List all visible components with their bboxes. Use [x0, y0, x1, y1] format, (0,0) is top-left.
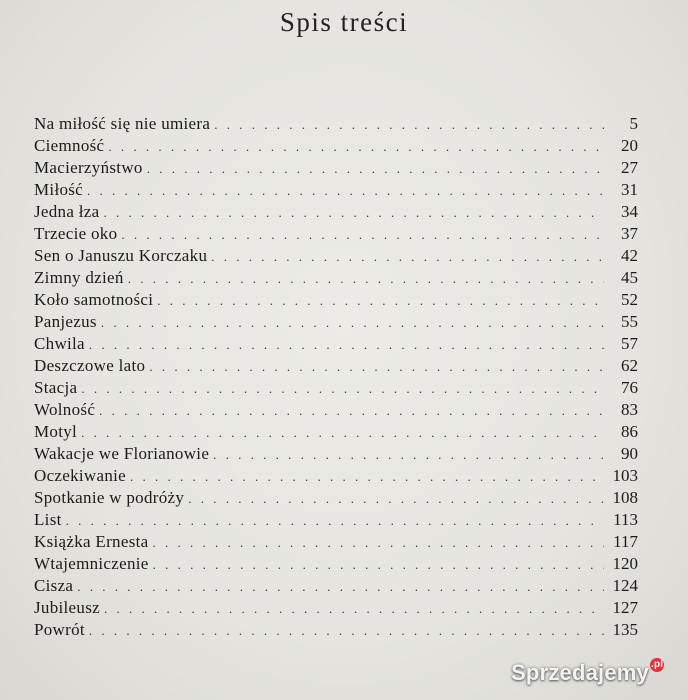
toc-dot-leader: [152, 532, 604, 554]
toc-entry-title: Koło samotności: [34, 290, 154, 309]
toc-entry-page: 90: [621, 444, 638, 463]
toc-entry-title: Jedna łza: [34, 202, 100, 221]
watermark-name: Sprzedajemy: [511, 660, 649, 685]
toc-entry: [34, 531, 638, 553]
toc-entry: [34, 201, 638, 223]
toc-dot-leader: [188, 488, 604, 510]
toc-entry-title: Cisza: [34, 576, 74, 595]
toc-dot-leader: [130, 466, 604, 488]
toc-dot-leader: [214, 114, 604, 136]
toc-entry-title: Stacja: [34, 378, 78, 397]
toc-entry: [34, 267, 638, 289]
toc-entry: [34, 399, 638, 421]
page-title: Spis treści: [279, 7, 409, 37]
toc-entry: [34, 619, 638, 641]
toc-entry-page: 83: [621, 400, 638, 419]
toc-entry-page: 27: [621, 158, 638, 177]
toc-entry-page: 135: [612, 620, 638, 639]
toc-entry: [34, 575, 638, 597]
toc-dot-leader: [87, 180, 604, 202]
toc-entry-title: Jubileusz: [34, 598, 100, 617]
toc-entry: [34, 113, 638, 135]
toc-entry: [34, 597, 638, 619]
toc-entry-title: Spotkanie w podróży: [34, 488, 185, 507]
toc-dot-leader: [103, 202, 604, 224]
toc-entry-page: 55: [621, 312, 638, 331]
toc-dot-leader: [89, 620, 604, 642]
toc-dot-leader: [66, 510, 604, 532]
toc-dot-leader: [121, 224, 604, 246]
toc-entry: [34, 377, 638, 399]
toc-entry-page: 117: [613, 532, 638, 551]
toc-entry-page: 42: [621, 246, 638, 265]
toc-dot-leader: [99, 400, 604, 422]
table-of-contents: [34, 113, 638, 641]
toc-entry: [34, 311, 638, 333]
toc-entry-title: Zimny dzień: [34, 268, 124, 287]
toc-entry: [34, 289, 638, 311]
toc-dot-leader: [81, 378, 604, 400]
toc-entry-title: Powrót: [34, 620, 85, 639]
toc-entry: [34, 421, 638, 443]
toc-entry-page: 5: [629, 114, 638, 133]
toc-entry: [34, 223, 638, 245]
toc-dot-leader: [77, 576, 604, 598]
toc-dot-leader: [81, 422, 604, 444]
toc-entry-page: 127: [612, 598, 638, 617]
toc-entry-title: Oczekiwanie: [34, 466, 127, 485]
toc-entry-page: 20: [621, 136, 638, 155]
toc-entry-page: 62: [621, 356, 638, 375]
toc-entry: [34, 465, 638, 487]
toc-entry: [34, 443, 638, 465]
toc-entry: [34, 135, 638, 157]
toc-entry: [34, 487, 638, 509]
toc-entry: [34, 355, 638, 377]
toc-entry-title: Wtajemniczenie: [34, 554, 149, 573]
toc-entry-title: Sen o Januszu Korczaku: [34, 246, 208, 265]
toc-entry-page: 37: [621, 224, 638, 243]
toc-entry: [34, 157, 638, 179]
toc-entry-title: Deszczowe lato: [34, 356, 146, 375]
toc-entry-title: Trzecie oko: [34, 224, 118, 243]
toc-entry-title: Macierzyństwo: [34, 158, 143, 177]
watermark-tld: .pl: [651, 659, 664, 670]
toc-dot-leader: [101, 312, 604, 334]
toc-entry-title: Ciemność: [34, 136, 105, 155]
toc-entry-title: List: [34, 510, 62, 529]
watermark-logo: [511, 658, 664, 686]
toc-dot-leader: [149, 356, 604, 378]
toc-entry-title: Chwila: [34, 334, 85, 353]
toc-dot-leader: [157, 290, 604, 312]
toc-entry: [34, 333, 638, 355]
toc-entry-page: 124: [612, 576, 638, 595]
toc-entry-page: 113: [613, 510, 638, 529]
toc-entry: [34, 179, 638, 201]
toc-dot-leader: [128, 268, 604, 290]
toc-entry-title: Panjezus: [34, 312, 97, 331]
toc-entry: [34, 509, 638, 531]
toc-entry-page: 120: [612, 554, 638, 573]
toc-dot-leader: [89, 334, 604, 356]
toc-entry-page: 108: [612, 488, 638, 507]
toc-dot-leader: [108, 136, 604, 158]
toc-entry: [34, 245, 638, 267]
watermark-dot-icon: [650, 658, 664, 672]
toc-dot-leader: [213, 444, 604, 466]
toc-dot-leader: [211, 246, 604, 268]
toc-entry-title: Książka Ernesta: [34, 532, 149, 551]
toc-entry-page: 76: [621, 378, 638, 397]
toc-entry-page: 45: [621, 268, 638, 287]
toc-entry-page: 34: [621, 202, 638, 221]
toc-entry-title: Na miłość się nie umiera: [34, 114, 211, 133]
toc-entry-page: 57: [621, 334, 638, 353]
toc-entry-title: Miłość: [34, 180, 84, 199]
toc-dot-leader: [153, 554, 604, 576]
toc-entry: [34, 553, 638, 575]
toc-entry-page: 52: [621, 290, 638, 309]
toc-entry-title: Wolność: [34, 400, 96, 419]
toc-entry-page: 103: [612, 466, 638, 485]
toc-entry-page: 31: [621, 180, 638, 199]
toc-dot-leader: [147, 158, 604, 180]
toc-dot-leader: [104, 598, 604, 620]
toc-entry-page: 86: [621, 422, 638, 441]
toc-entry-title: Motyl: [34, 422, 78, 441]
toc-entry-title: Wakacje we Florianowie: [34, 444, 210, 463]
